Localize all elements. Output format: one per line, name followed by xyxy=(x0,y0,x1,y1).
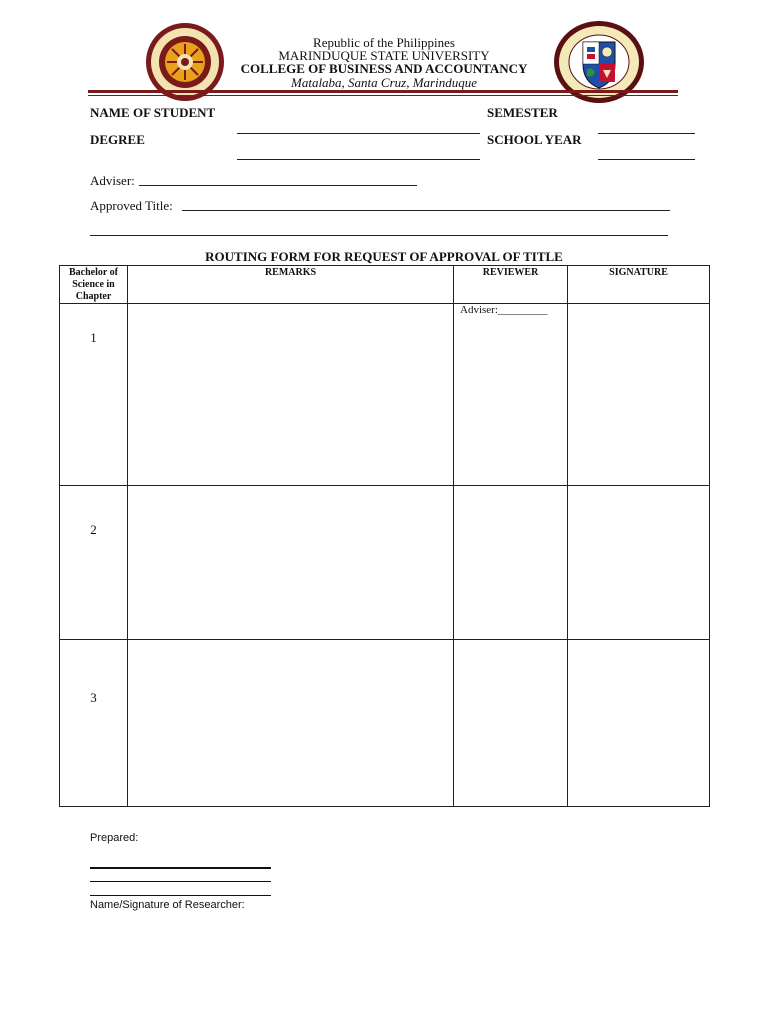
school-year-label: SCHOOL YEAR xyxy=(487,132,582,147)
col-header-reviewer: REVIEWER xyxy=(454,266,568,304)
signature-cell[interactable] xyxy=(568,486,710,640)
degree-field[interactable] xyxy=(237,159,480,160)
chapter-number: 2 xyxy=(60,486,128,640)
table-row xyxy=(60,304,710,486)
remarks-cell[interactable] xyxy=(128,304,454,486)
semester-field[interactable] xyxy=(598,133,695,134)
chapter-number: 1 xyxy=(60,304,128,486)
reviewer-cell[interactable] xyxy=(454,486,568,640)
signature-cell[interactable] xyxy=(568,640,710,807)
prepared-label: Prepared: xyxy=(90,832,139,844)
reviewer-cell[interactable] xyxy=(454,304,568,486)
table-row xyxy=(60,486,710,640)
researcher-name-signature-label: Name/Signature of Researcher: xyxy=(90,899,245,911)
approved-title-field[interactable] xyxy=(182,210,670,211)
routing-table xyxy=(59,265,710,807)
col-header-signature: SIGNATURE xyxy=(568,266,710,304)
name-of-student-field[interactable] xyxy=(237,133,480,134)
signature-cell[interactable] xyxy=(568,304,710,486)
researcher-signature-line[interactable] xyxy=(90,867,271,869)
header-address: Matalaba, Santa Cruz, Marinduque xyxy=(291,75,477,90)
header-college: COLLEGE OF BUSINESS AND ACCOUNTANCY xyxy=(240,61,528,76)
approved-title-field-line2[interactable] xyxy=(90,235,668,236)
remarks-cell[interactable] xyxy=(128,640,454,807)
semester-label: SEMESTER xyxy=(487,105,558,120)
header-divider-thin xyxy=(88,95,678,96)
researcher-signature-line-3[interactable] xyxy=(90,895,271,896)
chapter-number: 3 xyxy=(60,640,128,807)
header-university: MARINDUQUE STATE UNIVERSITY xyxy=(278,48,490,63)
approved-title-label: Approved Title: xyxy=(90,198,173,213)
adviser-reviewer-label: Adviser:_________ xyxy=(460,304,548,316)
form-title: ROUTING FORM FOR REQUEST OF APPROVAL OF TITLE xyxy=(205,249,563,264)
col-header-chapter: Bachelor of Science in Chapter xyxy=(60,266,128,304)
table-header-row xyxy=(60,266,710,304)
header-divider xyxy=(88,90,678,93)
adviser-field[interactable] xyxy=(139,185,417,186)
col-header-remarks: REMARKS xyxy=(128,266,454,304)
reviewer-cell[interactable] xyxy=(454,640,568,807)
table-row xyxy=(60,640,710,807)
degree-label: DEGREE xyxy=(90,132,145,147)
adviser-label: Adviser: xyxy=(90,173,135,188)
header-republic: Republic of the Philippines xyxy=(313,35,455,50)
name-of-student-label: NAME OF STUDENT xyxy=(90,105,216,120)
school-year-field[interactable] xyxy=(598,159,695,160)
researcher-signature-line-2[interactable] xyxy=(90,881,271,882)
remarks-cell[interactable] xyxy=(128,486,454,640)
